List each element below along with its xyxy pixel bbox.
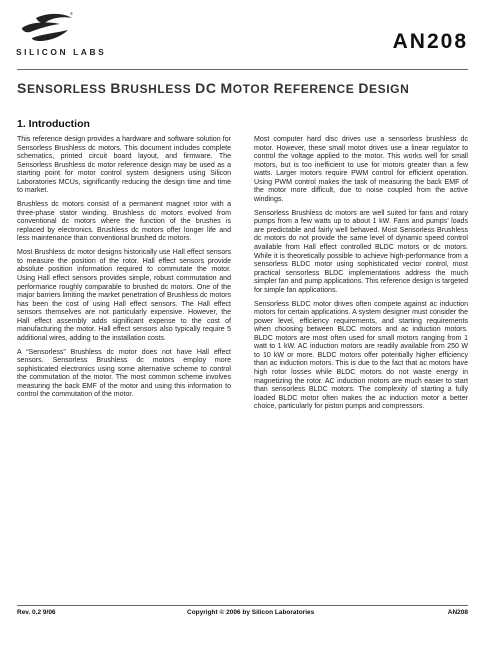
title-initial: B [110, 80, 122, 96]
title-rest: ENSORLESS [26, 82, 111, 96]
footer-divider [17, 605, 468, 606]
paragraph: Brushless dc motors consist of a permanent magnet rotor with a three-phase stator winding. Brushless dc motors evolved from conventional dc motors where the function of the brushes is replaced by electronics. Brushless dc motors offer longer life and less maintenance than conventional brushed dc motors. [17, 201, 231, 243]
title-initial: D [358, 80, 370, 96]
document-title [17, 80, 409, 96]
title-rest: RUSHLESS [121, 82, 196, 96]
paragraph: Most Brushless dc motor designs historically use Hall effect sensors to measure the position of the rotor. Hall effect sensors provide absolute position information required to commutate the motor. Using Hall effect sensors provides simple, robust commutation and performance roughly comparable to brushed dc motors. One of the major barriers limiting the market penetration of Brushless dc motors has been the cost of using Hall effect sensors. The Hall effect sensors themselves are not particularly expensive. However, the Hall effect assembly adds significant expense to the cost of manufacturing the motor. Hall effect sensors also typically require 5 additional wires, adding to the installation costs. [17, 249, 231, 342]
title-initial: DC [195, 80, 217, 96]
title-initial: R [273, 80, 285, 96]
paragraph: Sensorless BLDC motor drives often compete against ac induction motors for certain applications. A system designer must consider the power level, efficiency requirements, and starting requirements when choosing between BLDC motors and ac induction motors. BLDC motors are most often used for small motors ranging from 1 watt to 1 kW. AC induction motors are readily available from 250 W to 10 kW or more. BLDC motors offer potentially higher efficiency than ac induction motors. This is due to the fact that ac motors have high rotor losses while BLDC motors do not waste energy in magnetizing the rotor. AC induction motors are much easier to start than sensorless BLDC motors. The complexity of starting a fully loaded BLDC motor often makes the ac induction motor a better choice, particularly for piston pumps and compressors. [254, 300, 468, 411]
document-id: AN208 [392, 30, 468, 53]
header-divider [17, 69, 468, 70]
section-heading: 1. Introduction [17, 118, 90, 130]
title-rest: EFERENCE [284, 82, 359, 96]
company-name: SILICON LABS [16, 47, 107, 57]
paragraph: This reference design provides a hardware and software solution for Sensorless Brushless dc motors. This document includes complete schematics, printed circuit board layout, and firmware. The Sensorless Brushless dc motor reference design may be used as a starting point for motor control system designers using Silicon Laboratories MCUs, significantly reducing the design time and time to market. [17, 136, 231, 195]
left-column [17, 136, 231, 405]
title-rest: ESIGN [369, 82, 410, 96]
footer-doc-id: AN208 [447, 609, 468, 616]
right-column [254, 136, 468, 417]
footer-copyright: Copyright © 2006 by Silicon Laboratories [187, 609, 315, 616]
svg-text:®: ® [70, 11, 73, 16]
paragraph: Sensorless Brushless dc motors are well suited for fans and rotary pumps from a few watts up to about 1 kW. Fans and pumps’ loads are predictable and fairly well behaved. Most Sensorless Brushless dc motors do not provide the same level of dynamic speed control available from Hall effect controlled BLDC motors or dc motors. While it is theoretically possible to achieve high-performance from a sensorless BLDC motor using sophisticated vector control, most practical sensorless BLDC implementations address the much simpler fan and pump applications. This reference design is targeted for simple fan applications. [254, 209, 468, 294]
title-initial: M [220, 80, 233, 96]
silicon-labs-logo-mark-icon [16, 10, 76, 48]
title-initial: S [17, 80, 27, 96]
footer-revision: Rev. 0.2 9/06 [17, 609, 56, 616]
paragraph: A “Sensorless” Brushless dc motor does not have Hall effect sensors. Sensorless Brushless dc motors employ more sophisticated electronics using some alternative scheme to control the commutation of the motor. The most common scheme involves measuring the back EMF of the motor and using this information to control the commutation of the motor. [17, 348, 231, 399]
paragraph: Most computer hard disc drives use a sensorless brushless dc motor. However, these small motor drives use a linear regulator to control the voltage applied to the motor. This works well for small motors, but is too inefficient to use for motors greater than a few watts. Larger motors require PWM control for efficient operation. Using PWM control makes the task of measuring the back EMF of the motor more difficult, due to noise coupled from the active windings. [254, 136, 468, 203]
title-rest: OTOR [232, 82, 274, 96]
